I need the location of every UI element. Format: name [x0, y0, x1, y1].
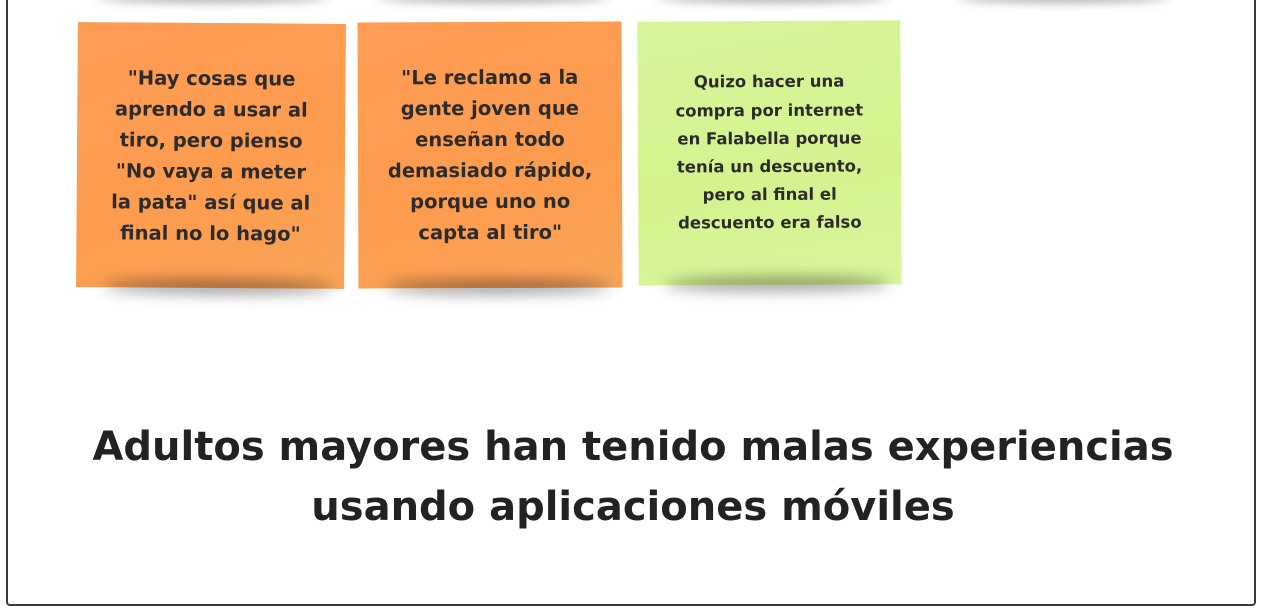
whiteboard-frame	[6, 0, 1256, 606]
offscreen-note-shadow	[378, 0, 608, 2]
sticky-note[interactable]	[358, 22, 623, 289]
offscreen-note-shadow	[98, 0, 328, 2]
offscreen-note-shadow	[658, 0, 888, 2]
sticky-note-text: Quizo hacer una compra por internet en Falabella porque tenía un descuento, pero al final el descuento era falso	[675, 71, 864, 233]
insight-headline[interactable]: Adultos mayores han tenido malas experiencias usando aplicaciones móviles	[92, 424, 1174, 530]
offscreen-note-shadow	[958, 0, 1168, 2]
sticky-note-text: "Hay cosas que aprendo a usar al tiro, pero pienso "No vaya a meter la pata" así que al final no lo hago"	[111, 65, 311, 246]
sticky-note-text: "Le reclamo a la gente joven que enseñan todo demasiado rápido, porque uno no capta al tiro"	[387, 65, 593, 245]
sticky-note[interactable]	[76, 22, 346, 289]
sticky-note[interactable]	[637, 20, 901, 285]
notes-layer	[8, 0, 1258, 608]
